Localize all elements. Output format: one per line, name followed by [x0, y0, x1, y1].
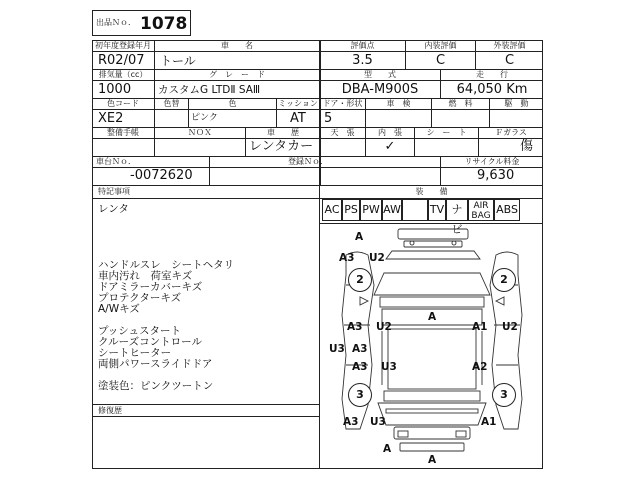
reg-date-label: 初年度登録年月 [95, 41, 151, 50]
doors-label: ドア・形状 [322, 99, 363, 108]
equipment-item: PS [342, 199, 360, 221]
remark-line: シートヒーター [98, 347, 172, 359]
color-label: 色 [228, 99, 237, 108]
regno-label: 登録Ｎｏ． [288, 157, 328, 166]
damage-mark: A1 [481, 416, 497, 428]
interior-grade-value: C [435, 53, 446, 68]
repair-history-header: 修復歴 [98, 406, 122, 415]
damage-mark: A3 [352, 361, 368, 373]
damage-mark: A3 [352, 343, 368, 355]
fuel-label: 燃 料 [448, 99, 473, 108]
color-change-label: 色替 [163, 99, 180, 108]
equipment-row [322, 199, 543, 236]
damage-mark: A [428, 311, 437, 323]
tire-tread-mark: 2 [348, 268, 372, 292]
interior-grade-label: 内装評価 [424, 41, 457, 50]
tire-tread-mark: 3 [348, 383, 372, 407]
score-label: 評価点 [350, 41, 375, 50]
remark-line: ハンドルスレ シートヘタリ [98, 259, 235, 271]
model-label: 型 式 [364, 70, 396, 79]
grade-value: カスタムG LTDⅡ SAⅢ [158, 84, 261, 96]
mileage-label: 走 行 [476, 70, 508, 79]
damage-mark: U2 [369, 252, 385, 264]
remark-line: 両側パワースライドドア [98, 358, 213, 370]
remarks-top: レンタ [98, 203, 129, 215]
mission-value: AT [290, 111, 306, 126]
nox-label: ＮＯＸ [188, 128, 212, 137]
equipment-item [402, 199, 428, 221]
remark-line: 車内汚れ 荷室キズ [98, 270, 193, 282]
chassis-label: 車台Ｎｏ． [96, 157, 136, 166]
tire-tread-mark: 3 [492, 383, 516, 407]
mission-label: ミッション [278, 99, 318, 108]
chassis-value: -0072620 [130, 168, 193, 183]
grade-label: グ レ ー ド [209, 70, 265, 79]
damage-mark: A [383, 443, 392, 455]
equipment-item: ABS [494, 199, 520, 221]
remark-line: ドアミラーカバーキズ [98, 281, 203, 293]
manual-label: 整備手帳 [107, 128, 139, 137]
color-code-label: 色コード [107, 99, 139, 108]
damage-mark: A [428, 454, 437, 466]
damage-mark: U3 [381, 361, 397, 373]
car-name-label: 車 名 [221, 41, 253, 50]
equipment-header: 装 備 [415, 187, 448, 196]
remarks-header: 特記事項 [98, 187, 130, 196]
recycle-value: 9,630 [477, 168, 515, 183]
glass-label: Ｆガラス [495, 128, 527, 137]
damage-mark: A3 [343, 416, 359, 428]
damage-mark: A2 [472, 361, 488, 373]
history-label: 車 歴 [267, 128, 299, 137]
damage-mark: A3 [339, 252, 355, 264]
recycle-label: リサイクル料金 [464, 157, 520, 166]
tire-tread-mark: 2 [492, 268, 516, 292]
lot-label: 出品Ｎｏ． [96, 18, 136, 27]
equipment-item: TV [428, 199, 446, 221]
equipment-item: AW [382, 199, 402, 221]
remark-line: クルーズコントロール [98, 336, 202, 348]
damage-mark: U3 [329, 343, 345, 355]
damage-mark: U2 [376, 321, 392, 333]
equipment-item: AIR BAG [468, 199, 494, 221]
score-value: 3.5 [352, 53, 373, 68]
equipment-item: AC [322, 199, 342, 221]
remark-line: A/Wキズ [98, 303, 140, 315]
damage-mark: A3 [347, 321, 363, 333]
damage-mark: U2 [502, 321, 518, 333]
interior-label: 内 張 [378, 128, 402, 137]
reg-date-value: R02/07 [98, 53, 145, 68]
remark-line: プロテクターキズ [98, 292, 182, 304]
interior-value: ✓ [384, 139, 396, 154]
damage-mark: A [355, 231, 364, 243]
model-value: DBA-M900S [341, 82, 419, 97]
doors-value: 5 [324, 111, 333, 126]
remark-line: 塗装色：ピンクツートン [98, 380, 214, 392]
color-code-value: XE2 [98, 111, 124, 126]
exterior-grade-value: C [504, 53, 515, 68]
equipment-item: PW [360, 199, 382, 221]
color-value: ピンク [191, 113, 218, 123]
displacement-label: 排気量（cc） [98, 70, 148, 79]
car-name-value: トール [160, 54, 196, 68]
equipment-item: ナビ [446, 199, 468, 221]
history-value: レンタカー [249, 139, 314, 154]
lot-number: 1078 [140, 14, 188, 34]
seat-label: シ ー ト [426, 128, 467, 137]
exterior-grade-label: 外装評価 [493, 41, 526, 50]
inspection-label: 車 検 [386, 99, 411, 108]
glass-value: 傷 [520, 139, 534, 154]
displacement-value: 1000 [98, 82, 132, 97]
damage-mark: U3 [370, 416, 386, 428]
drive-label: 駆 動 [504, 99, 529, 108]
mileage-value: 64,050 Km [456, 82, 528, 97]
remark-line: プッシュスタート [98, 325, 182, 337]
roof-label: 天 張 [330, 128, 355, 137]
damage-mark: A1 [472, 321, 488, 333]
